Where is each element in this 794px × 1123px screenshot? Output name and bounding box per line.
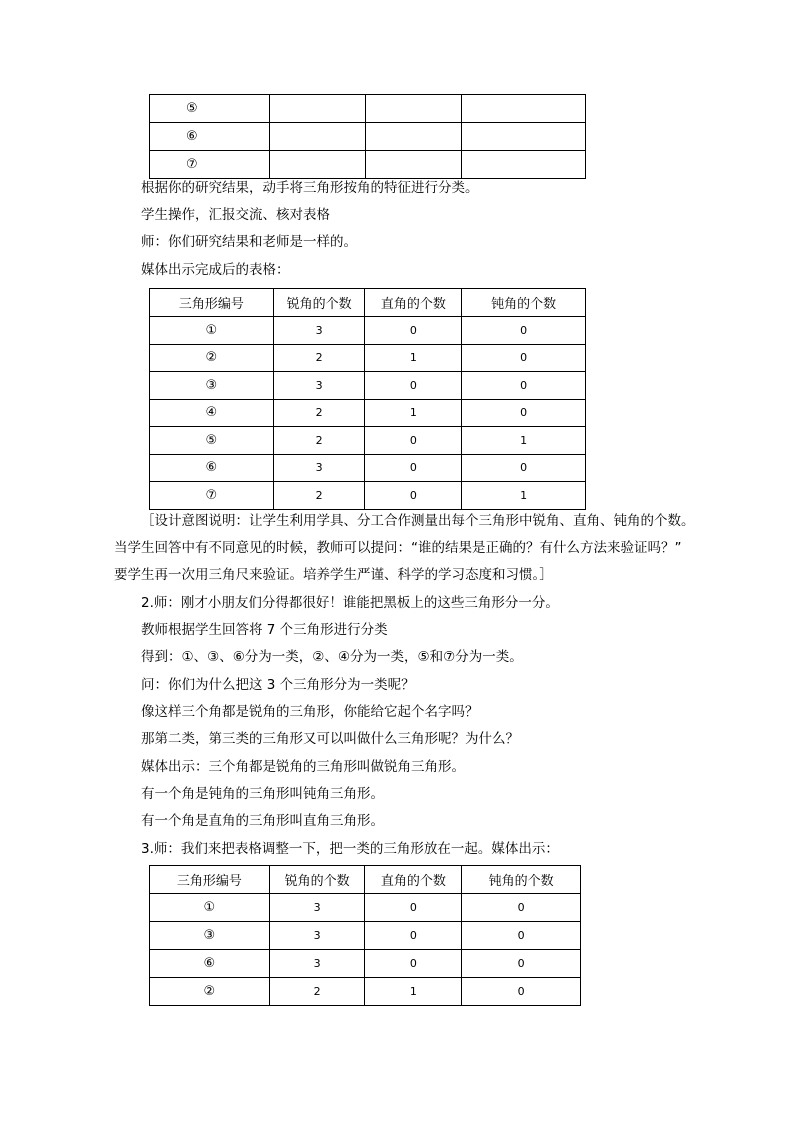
table-cell: 0 [365,922,462,950]
table-row [150,950,581,978]
table-row [150,372,586,400]
column-header: 直角的个数 [365,866,462,894]
table-header-row [150,866,581,894]
table-cell: 2 [273,427,365,455]
table-cell: ② [150,344,274,372]
table-row [150,123,586,151]
table-cell [269,151,365,179]
table-cell: 3 [269,894,365,922]
table-row [150,151,586,179]
table-cell: 0 [365,372,462,400]
table-cell: ⑦ [150,482,274,510]
table-cell [365,95,462,123]
table-cell: 2 [269,978,365,1006]
body-text: 像这样三个角都是锐角的三角形，你能给它起个名字吗？ [141,704,479,720]
table-cell: 1 [462,482,586,510]
table-cell: 0 [462,399,586,427]
table-cell: 0 [462,372,586,400]
table-row [150,894,581,922]
column-header: 直角的个数 [365,289,462,317]
table-row [150,399,586,427]
table-cell: 3 [273,454,365,482]
table-cell: 1 [365,399,462,427]
table-cell: ⑦ [150,151,270,179]
design-note-line: 当学生回答中有不同意见的时候，教师可以提问：“谁的结果是正确的？有什么方法来验证吗？” [114,540,682,556]
table-row [150,95,586,123]
table-cell: 3 [269,922,365,950]
table-cell: 0 [365,894,462,922]
table-cell: ④ [150,399,274,427]
table-cell: ② [150,978,270,1006]
partial-table-top [149,94,586,179]
body-text: 教师根据学生回答将 7 个三角形进行分类 [141,622,388,638]
column-header: 钝角的个数 [462,289,586,317]
table-row [150,454,586,482]
table-cell: 0 [462,922,581,950]
table-cell [462,123,586,151]
body-text: 得到：①、③、⑥分为一类，②、④分为一类，⑤和⑦分为一类。 [141,649,523,665]
table-cell: ① [150,317,274,345]
body-text: 学生操作，汇报交流、核对表格 [141,207,330,223]
table-cell: 1 [462,427,586,455]
body-text: 问：你们为什么把这 3 个三角形分为一类呢？ [141,677,415,693]
table-cell [269,123,365,151]
table-cell: 2 [273,482,365,510]
table-row [150,922,581,950]
table-cell: 0 [365,427,462,455]
table-cell: ⑥ [150,454,274,482]
table-cell: 2 [273,344,365,372]
body-text: 媒体出示：三个角都是锐角的三角形叫做锐角三角形。 [141,759,465,775]
table-cell: 0 [462,978,581,1006]
table-cell: ⑤ [150,427,274,455]
body-text: 媒体出示完成后的表格： [141,262,290,278]
table-cell: 0 [365,950,462,978]
table-row [150,427,586,455]
table-cell: ① [150,894,270,922]
table-row [150,482,586,510]
table-cell: ⑥ [150,123,270,151]
table-cell: 0 [365,317,462,345]
column-header: 锐角的个数 [269,866,365,894]
column-header: 三角形编号 [150,866,270,894]
table-cell: 0 [365,454,462,482]
design-note-line: 要学生再一次用三角尺来验证。培养学生严谨、科学的学习态度和习惯。］ [114,567,553,583]
table-cell [365,123,462,151]
table-cell: 0 [462,344,586,372]
table-cell [462,151,586,179]
table-cell: 0 [462,454,586,482]
table-cell [462,95,586,123]
body-text: 那第二类，第三类的三角形又可以叫做什么三角形呢？为什么？ [141,731,519,747]
table-cell: ③ [150,922,270,950]
table-cell [269,95,365,123]
table-cell: 3 [269,950,365,978]
table-cell: 0 [365,482,462,510]
body-text: 根据你的研究结果，动手将三角形按角的特征进行分类。 [141,180,479,196]
table-cell: 1 [365,344,462,372]
regrouped-angle-table [149,865,581,1006]
design-note-line: ［设计意图说明：让学生利用学具、分工合作测量出每个三角形中锐角、直角、钝角的个数。 [141,513,695,529]
body-text: 3.师：我们来把表格调整一下，把一类的三角形放在一起。媒体出示： [141,841,559,857]
table-row [150,317,586,345]
column-header: 钝角的个数 [462,866,581,894]
table-cell: ⑥ [150,950,270,978]
table-cell: 0 [462,317,586,345]
body-text: 有一个角是直角的三角形叫直角三角形。 [141,813,384,829]
table-cell: 0 [462,894,581,922]
table-cell: 3 [273,372,365,400]
body-text: 有一个角是钝角的三角形叫钝角三角形。 [141,786,384,802]
table-header-row [150,289,586,317]
column-header: 锐角的个数 [273,289,365,317]
body-text: 2.师：刚才小朋友们分得都很好！谁能把黑板上的这些三角形分一分。 [141,595,559,611]
body-text: 师：你们研究结果和老师是一样的。 [141,234,357,250]
completed-angle-table [149,288,586,510]
table-cell: ⑤ [150,95,270,123]
table-cell: 2 [273,399,365,427]
table-cell: 3 [273,317,365,345]
table-row [150,344,586,372]
table-cell: 0 [462,950,581,978]
table-cell: ③ [150,372,274,400]
table-cell [365,151,462,179]
table-row [150,978,581,1006]
table-cell: 1 [365,978,462,1006]
column-header: 三角形编号 [150,289,274,317]
